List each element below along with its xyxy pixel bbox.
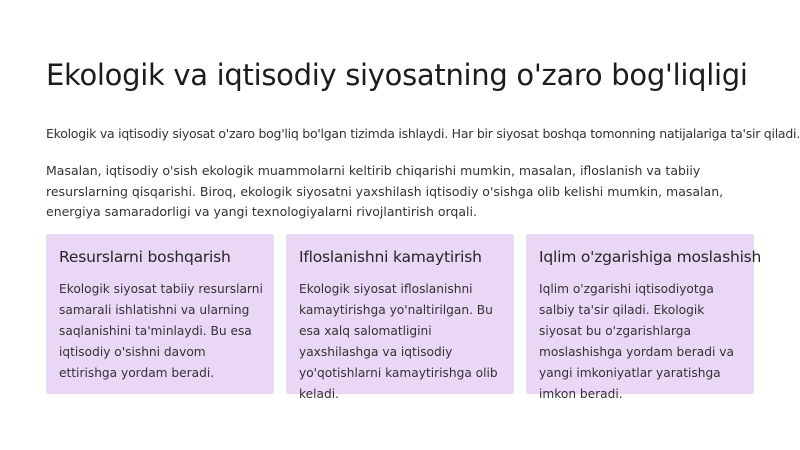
card-title: Resurslarni boshqarish xyxy=(59,248,231,266)
card-pollution-reduction xyxy=(286,234,514,401)
card-text: Ekologik siyosat ifloslanishni kamaytirishga yo'naltirilgan. Bu esa xalq salomatligini yaxshilashga va iqtisodiy yo'qotishlarni kamaytirishga olib keladi. xyxy=(299,282,498,401)
card-title: Ifloslanishni kamaytirish xyxy=(299,248,482,266)
card-resource-management xyxy=(46,234,274,394)
slide-title: Ekologik va iqtisodiy siyosatning o'zaro bog'liqligi xyxy=(46,58,748,92)
card-title: Iqlim o'zgarishiga moslashish xyxy=(539,248,762,266)
example-paragraph: Masalan, iqtisodiy o'sish ekologik muammolarni keltirib chiqarishi mumkin, masalan, ifloslanish va tabiiy resurslarning qisqarishi. Biroq, ekologik siyosatni yaxshilash iqtisodiy o'sishga olib kelishi mumkin, masalan, energiya samaradorligi va yangi texnologiyalarni rivojlantirish orqali. xyxy=(46,163,724,219)
intro-paragraph: Ekologik va iqtisodiy siyosat o'zaro bog'liq bo'lgan tizimda ishlaydi. Har bir siyosat boshqa tomonning natijalariga ta'sir qiladi. xyxy=(46,126,800,141)
card-text: Ekologik siyosat tabiiy resurslarni samarali ishlatishni va ularning saqlanishini ta'minlaydi. Bu esa iqtisodiy o'sishni davom ettirishga yordam beradi. xyxy=(59,282,263,380)
card-climate-adaptation xyxy=(526,234,762,401)
card-text: Iqlim o'zgarishi iqtisodiyotga salbiy ta'sir qiladi. Ekologik siyosat bu o'zgarishlarga moslashishga yordam beradi va yangi imkoniyatlar yaratishga imkon beradi. xyxy=(539,282,734,401)
